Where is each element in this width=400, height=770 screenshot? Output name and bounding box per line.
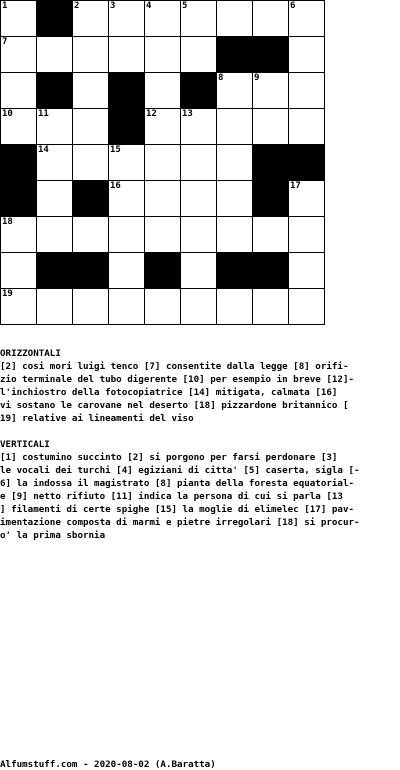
grid-cell[interactable] bbox=[181, 1, 217, 37]
grid-cell[interactable] bbox=[145, 1, 181, 37]
grid-cell[interactable] bbox=[181, 181, 217, 217]
grid-cell[interactable] bbox=[73, 37, 109, 73]
cell-number: 19 bbox=[2, 289, 13, 299]
grid-cell[interactable] bbox=[217, 109, 253, 145]
grid-cell[interactable] bbox=[1, 1, 37, 37]
grid-cell[interactable] bbox=[289, 289, 325, 325]
black-cell bbox=[109, 73, 145, 109]
grid-cell[interactable] bbox=[37, 109, 73, 145]
cell-number: 16 bbox=[110, 181, 121, 191]
grid-cell[interactable] bbox=[181, 145, 217, 181]
grid-cell[interactable] bbox=[1, 73, 37, 109]
black-cell bbox=[73, 181, 109, 217]
black-cell bbox=[217, 253, 253, 289]
grid-cell[interactable] bbox=[109, 289, 145, 325]
grid-cell[interactable] bbox=[217, 217, 253, 253]
black-cell bbox=[37, 253, 73, 289]
across-heading: ORIZZONTALI bbox=[0, 348, 61, 359]
grid-row bbox=[1, 181, 325, 217]
grid-cell[interactable] bbox=[109, 253, 145, 289]
grid-cell[interactable] bbox=[73, 217, 109, 253]
down-section bbox=[0, 438, 396, 542]
cell-number: 13 bbox=[182, 109, 193, 119]
grid-cell[interactable] bbox=[145, 181, 181, 217]
across-clues: [2] cosi mori luigi tenco [7] consentite dalla legge [8] orifi- zio terminale del tubo digerente [10] per esempio in breve [12]- l'inchiostro della fotocopiatrice [14] mitigata, calmata [16] vi sostano le carovane nel deserto [18] pizzardone britannico [ 19] relative ai lineamenti del viso bbox=[0, 361, 355, 424]
grid-cell[interactable] bbox=[181, 217, 217, 253]
cell-number: 11 bbox=[38, 109, 49, 119]
black-cell bbox=[145, 253, 181, 289]
cell-number: 10 bbox=[2, 109, 13, 119]
grid-cell[interactable] bbox=[145, 289, 181, 325]
cell-number: 12 bbox=[146, 109, 157, 119]
black-cell bbox=[217, 37, 253, 73]
grid-cell[interactable] bbox=[1, 109, 37, 145]
grid-cell[interactable] bbox=[217, 145, 253, 181]
black-cell bbox=[37, 73, 73, 109]
black-cell bbox=[109, 109, 145, 145]
grid-cell[interactable] bbox=[37, 37, 73, 73]
grid-cell[interactable] bbox=[253, 1, 289, 37]
grid-cell[interactable] bbox=[253, 217, 289, 253]
grid-cell[interactable] bbox=[73, 289, 109, 325]
black-cell bbox=[289, 145, 325, 181]
grid-cell[interactable] bbox=[145, 217, 181, 253]
cell-number: 8 bbox=[218, 73, 224, 83]
grid-cell[interactable] bbox=[73, 1, 109, 37]
grid-cell[interactable] bbox=[289, 1, 325, 37]
cell-number: 9 bbox=[254, 73, 260, 83]
cell-number: 15 bbox=[110, 145, 121, 155]
grid-cell[interactable] bbox=[73, 109, 109, 145]
cell-number: 18 bbox=[2, 217, 13, 227]
black-cell bbox=[181, 73, 217, 109]
grid-cell[interactable] bbox=[145, 73, 181, 109]
cell-number: 6 bbox=[290, 1, 296, 11]
grid-cell[interactable] bbox=[73, 145, 109, 181]
grid-row bbox=[1, 73, 325, 109]
grid-cell[interactable] bbox=[145, 37, 181, 73]
cell-number: 7 bbox=[2, 37, 8, 47]
grid-cell[interactable] bbox=[37, 145, 73, 181]
grid-cell[interactable] bbox=[1, 253, 37, 289]
grid-cell[interactable] bbox=[37, 217, 73, 253]
grid-cell[interactable] bbox=[253, 73, 289, 109]
across-section bbox=[0, 347, 396, 425]
cell-number: 4 bbox=[146, 1, 152, 11]
grid-cell[interactable] bbox=[145, 109, 181, 145]
grid-cell[interactable] bbox=[181, 253, 217, 289]
grid-row bbox=[1, 217, 325, 253]
grid-row bbox=[1, 37, 325, 73]
grid-cell[interactable] bbox=[181, 109, 217, 145]
black-cell bbox=[1, 145, 37, 181]
cell-number: 17 bbox=[290, 181, 301, 191]
black-cell bbox=[253, 145, 289, 181]
grid-cell[interactable] bbox=[1, 217, 37, 253]
black-cell bbox=[253, 37, 289, 73]
grid-cell[interactable] bbox=[37, 289, 73, 325]
clues-panel bbox=[0, 347, 396, 555]
cell-number: 14 bbox=[38, 145, 49, 155]
grid-row bbox=[1, 289, 325, 325]
grid-cell[interactable] bbox=[289, 37, 325, 73]
black-cell bbox=[37, 1, 73, 37]
black-cell bbox=[73, 253, 109, 289]
footer-credit: Alfumstuff.com - 2020-08-02 (A.Baratta) bbox=[0, 759, 216, 770]
grid-cell[interactable] bbox=[1, 37, 37, 73]
grid-cell[interactable] bbox=[145, 145, 181, 181]
cell-number: 5 bbox=[182, 1, 188, 11]
cell-number: 1 bbox=[2, 1, 8, 11]
grid-cell[interactable] bbox=[253, 109, 289, 145]
grid-cell[interactable] bbox=[109, 217, 145, 253]
down-clues: [1] costumino succinto [2] si porgono per farsi perdonare [3] le vocali dei turchi [4] egiziani di citta' [5] caserta, sigla [- 6] la indossa il magistrato [8] pianta della foresta equatorial- e [9] netto rifiuto [11] indica la persona di cui si parla [13 ] filamenti di certe spighe [15] la moglie di elimelec [17] pav- imentazione composta di marmi e pietre irregolari [18] si procur- o' la prima sbornia bbox=[0, 452, 360, 541]
grid-cell[interactable] bbox=[217, 289, 253, 325]
down-heading: VERTICALI bbox=[0, 439, 50, 450]
black-cell bbox=[1, 181, 37, 217]
grid-cell[interactable] bbox=[37, 181, 73, 217]
grid-cell[interactable] bbox=[289, 181, 325, 217]
grid-row bbox=[1, 253, 325, 289]
black-cell bbox=[253, 181, 289, 217]
grid-cell[interactable] bbox=[109, 181, 145, 217]
grid-cell[interactable] bbox=[289, 217, 325, 253]
grid-row bbox=[1, 109, 325, 145]
grid-cell[interactable] bbox=[217, 73, 253, 109]
grid-cell[interactable] bbox=[217, 1, 253, 37]
grid-cell[interactable] bbox=[253, 289, 289, 325]
grid-cell[interactable] bbox=[1, 289, 37, 325]
grid-cell[interactable] bbox=[289, 109, 325, 145]
grid-row bbox=[1, 145, 325, 181]
grid-cell[interactable] bbox=[289, 73, 325, 109]
black-cell bbox=[253, 253, 289, 289]
crossword-grid bbox=[0, 0, 325, 325]
grid-cell[interactable] bbox=[109, 37, 145, 73]
grid-cell[interactable] bbox=[109, 1, 145, 37]
grid-cell[interactable] bbox=[181, 37, 217, 73]
cell-number: 2 bbox=[74, 1, 80, 11]
cell-number: 3 bbox=[110, 1, 116, 11]
grid-cell[interactable] bbox=[109, 145, 145, 181]
grid-cell[interactable] bbox=[181, 289, 217, 325]
grid-cell[interactable] bbox=[217, 181, 253, 217]
grid-cell[interactable] bbox=[73, 73, 109, 109]
grid-cell[interactable] bbox=[289, 253, 325, 289]
grid-row bbox=[1, 1, 325, 37]
